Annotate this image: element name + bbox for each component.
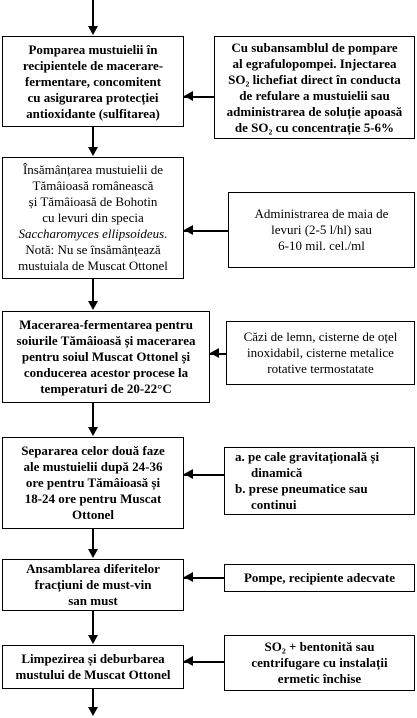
step-1-note-line-1: Cu subansamblul de pompare [231,39,398,55]
step-5-note-box [224,564,415,592]
step-6-note-line-1: SO₂ + bentonită sau [264,639,375,654]
step-6-line-1: Limpezirea și deburbarea [21,651,165,666]
step-2-line-3: și Tămâioasă de Bohotin [28,194,158,209]
step-3-note-line-3: rotative termostatate [267,361,374,376]
step-5-line-3: san must [68,593,118,608]
step-5-line-2: fracțiuni de must-vin [34,577,152,592]
step-4-line-4: 18-24 ore pentru Muscat [24,491,162,506]
step-1-note-line-4: de refulare a mustuielii sau [239,87,390,103]
step-6-line-2: mustului de Muscat Ottonel [15,667,171,682]
step-2-line-5: Saccharomyces ellipsoideus. [18,226,168,241]
step-4-line-1: Separarea celor două faze [21,443,165,458]
step-3-line-4: conducerea acestor procese la [23,365,189,380]
step-1-line-2: recipientele de macerare- [22,57,164,73]
flow-connector-4-5 [92,529,94,549]
flow-connector-5-6 [92,611,94,635]
step-4-note-line-1: a. pe cale gravitațională și [235,449,380,464]
step-5-line-1: Ansamblarea diferitelor [26,561,160,576]
step-2-line-4: cu levuri din specia [42,210,144,225]
step-2-note-line-1: Administrarea de maia de [254,206,389,221]
step-3-box [2,311,210,403]
flow-connector-bottom [92,689,94,707]
step-4-box [2,437,184,529]
step-6-note-line-2: centrifugare cu instalații [251,655,388,670]
step-3-note-box [226,321,415,385]
step-2-line-6: Notă: Nu se însămânțează [25,242,161,257]
step-3-line-2: soiurile Tămâioasă și macerarea [16,333,196,348]
step-4-note-line-4: continui [251,497,297,512]
step-3-line-3: pentru soiul Muscat Ottonel și [21,349,191,364]
step-4-line-2: ale mustuielii după 24-36 [23,459,163,474]
flow-connector-1-2 [92,127,94,147]
arrow-down-icon [88,549,98,558]
step-1-note-line-3: SO₂ lichefiat direct în conducta [228,71,401,87]
step-2-line-2: Tămâioasă românească [32,178,154,193]
step-1-box [2,36,184,127]
step-3-note-line-1: Căzi de lemn, cisterne de oțel [243,329,398,344]
arrow-down-icon [88,427,98,436]
step-2-box [2,157,184,279]
arrow-left-icon [210,348,219,358]
arrow-down-icon [88,147,98,156]
step-1-line-5: antioxidante (sulfitarea) [26,105,160,121]
step-1-line-4: cu asigurarea protecției [27,89,159,105]
arrow-down-icon [88,301,98,310]
step-2-line-1: Însămânțarea mustuielii de [22,162,164,177]
step-1-line-3: fermentare, concomitent [24,73,162,89]
arrow-down-icon [88,635,98,644]
arrow-left-icon [184,225,193,235]
step-4-note-line-2: dinamică [251,465,303,480]
flow-connector-top [92,0,94,26]
step-6-note-box [224,635,415,691]
step-2-note-box [228,192,415,268]
step-1-note-box [214,36,415,139]
step-2-line-7: mustuiala de Muscat Ottonel [18,258,168,273]
step-2-note-line-2: levuri (2-5 l/hl) sau [271,222,372,237]
step-1-line-1: Pomparea mustuielii în [28,41,158,57]
step-3-line-1: Macerarea-fermentarea pentru [19,317,193,332]
step-4-note-box [224,447,415,515]
arrow-left-icon [184,469,193,479]
step-4-note-line-3: b. prese pneumatice sau [235,481,368,496]
step-3-note-line-2: inoxidabil, cisterne metalice [247,345,394,360]
arrow-left-icon [184,656,193,666]
flow-connector-3-4 [92,403,94,427]
step-4-line-5: Ottonel [72,507,114,522]
step-5-note-line-1: Pompe, recipiente adecvate [243,570,396,585]
step-6-box [2,645,184,689]
step-2-note-line-3: 6-10 mil. cel./ml [278,238,365,253]
step-4-line-3: ore pentru Tămâioasă și [25,475,161,490]
flow-connector-2-3 [92,279,94,301]
step-1-note-line-2: al egrafulopompei. Injectarea [232,55,397,71]
step-1-note-line-6: de SO₂ cu concentrație 5-6% [234,119,395,135]
step-3-line-5: temperaturi de 20-22°C [40,381,172,396]
arrow-left-icon [184,572,193,582]
step-6-note-line-3: ermetic închise [277,671,362,686]
arrow-down-icon [88,707,98,716]
step-1-note-line-5: administrarea de soluție apoasă [226,103,403,119]
step-5-box [2,559,184,611]
arrow-down-icon [88,26,98,35]
arrow-left-icon [184,91,193,101]
